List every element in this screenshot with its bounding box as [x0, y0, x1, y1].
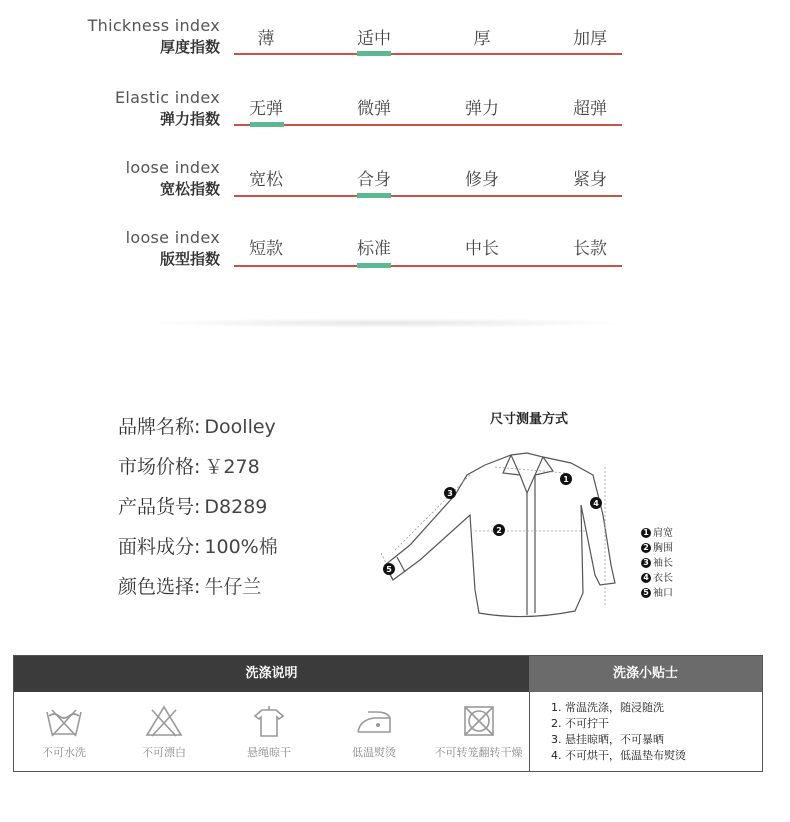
- index-option: 宽松: [249, 170, 283, 190]
- index-selected-marker: [357, 263, 391, 268]
- index-option: 紧身: [573, 170, 607, 190]
- wash-item: [219, 704, 319, 760]
- index-option: 微弹: [357, 99, 391, 119]
- wash-item: [324, 704, 424, 760]
- low-iron-icon: [354, 704, 394, 738]
- info-brand: [118, 412, 276, 439]
- svg-text:3: 3: [447, 489, 453, 498]
- wash-label: 不可转笼翻转干燥: [434, 746, 523, 759]
- index-option: 合身: [357, 170, 391, 190]
- index-selected-marker: [250, 122, 284, 127]
- shirt-measure-diagram: [375, 445, 635, 630]
- index-option: 适中: [357, 29, 391, 49]
- index-option: 弹力: [465, 99, 499, 119]
- index-label: [126, 158, 220, 199]
- index-option: 标准: [357, 239, 391, 259]
- legend-number: 2: [641, 543, 651, 553]
- wash-header: 洗涤说明: [14, 656, 529, 692]
- legend-label: 肩宽: [653, 528, 673, 539]
- legend-number: 5: [641, 588, 651, 598]
- legend-label: 袖口: [653, 588, 673, 599]
- wash-item: [114, 704, 214, 760]
- index-option: 薄: [257, 29, 275, 49]
- index-row-fit: [0, 226, 790, 286]
- wash-label: 不可漂白: [142, 746, 186, 759]
- index-label-cn: 厚度指数: [159, 38, 220, 56]
- index-line: [234, 195, 622, 197]
- index-selected-marker: [357, 51, 391, 56]
- info-value: D8289: [204, 496, 268, 518]
- index-label: [126, 228, 220, 269]
- hang-dry-icon: [249, 704, 289, 738]
- no-tumble-dry-icon: [459, 704, 499, 738]
- legend-item: [641, 524, 673, 539]
- measure-title: 尺寸测量方式: [490, 412, 569, 427]
- index-option: 短款: [249, 239, 283, 259]
- wash-tip: 2. 不可拧干: [551, 717, 609, 730]
- info-value: Doolley: [204, 416, 276, 438]
- section-divider-shadow: [140, 318, 630, 328]
- wash-tip: 4. 不可烘干，低温垫布熨烫: [551, 749, 686, 762]
- index-label-cn: 弹力指数: [159, 110, 220, 128]
- legend-label: 袖长: [653, 558, 673, 569]
- info-fabric: [118, 532, 278, 559]
- wash-label: 悬绳晾干: [247, 746, 291, 759]
- index-option: 长款: [573, 239, 607, 259]
- legend-item: [641, 539, 673, 554]
- legend-item: [641, 569, 673, 584]
- legend-number: 3: [641, 558, 651, 568]
- index-label-en: loose index: [125, 228, 220, 247]
- wash-item: [14, 704, 114, 760]
- index-option: 无弹: [249, 99, 283, 119]
- info-value: ￥278: [204, 456, 260, 478]
- index-option: 修身: [465, 170, 499, 190]
- svg-text:1: 1: [563, 475, 569, 484]
- info-key: 品牌名称:: [118, 416, 201, 438]
- legend-number: 4: [641, 573, 651, 583]
- svg-text:2: 2: [496, 526, 502, 535]
- info-key: 面料成分:: [118, 536, 201, 558]
- index-option: 加厚: [573, 29, 607, 49]
- index-option: 中长: [465, 239, 499, 259]
- no-bleach-icon: [144, 704, 184, 738]
- index-label-cn: 宽松指数: [159, 180, 220, 198]
- index-line: [234, 265, 622, 267]
- wash-tips-list: [551, 700, 686, 764]
- info-value: 100%棉: [204, 536, 278, 558]
- info-value: 牛仔兰: [204, 576, 262, 598]
- info-key: 产品货号:: [118, 496, 201, 518]
- svg-text:5: 5: [386, 565, 392, 574]
- index-label-en: Elastic index: [115, 88, 220, 107]
- index-line: [234, 53, 622, 55]
- index-line: [234, 124, 622, 126]
- legend-item: [641, 584, 673, 599]
- legend-label: 衣长: [653, 573, 673, 584]
- index-row-elastic: [0, 86, 790, 146]
- index-label-en: Thickness index: [87, 16, 220, 35]
- wash-tip: 3. 悬挂晾晒，不可暴晒: [551, 733, 664, 746]
- info-key: 颜色选择:: [118, 576, 201, 598]
- index-label: [88, 16, 220, 57]
- svg-text:4: 4: [593, 499, 599, 508]
- wash-label: 不可水洗: [42, 746, 86, 759]
- legend-item: [641, 554, 673, 569]
- legend-number: 1: [641, 528, 651, 538]
- index-option: 厚: [473, 29, 491, 49]
- wash-panel: [13, 655, 763, 772]
- info-sku: [118, 492, 267, 519]
- index-label-en: loose index: [125, 158, 220, 177]
- info-key: 市场价格:: [118, 456, 201, 478]
- wash-tips-header: 洗涤小贴士: [529, 656, 762, 692]
- index-label-cn: 版型指数: [159, 250, 220, 268]
- wash-tip: 1. 常温洗涤，随浸随洗: [551, 701, 664, 714]
- legend-label: 胸围: [653, 543, 673, 554]
- wash-label: 低温熨烫: [352, 746, 396, 759]
- index-selected-marker: [357, 193, 391, 198]
- wash-item: [426, 704, 531, 760]
- info-color: [118, 572, 261, 599]
- index-option: 超弹: [573, 99, 607, 119]
- no-wash-icon: [44, 704, 84, 738]
- index-label: [115, 88, 220, 129]
- index-row-thickness: [0, 14, 790, 74]
- info-price: [118, 452, 260, 479]
- index-row-loose: [0, 156, 790, 216]
